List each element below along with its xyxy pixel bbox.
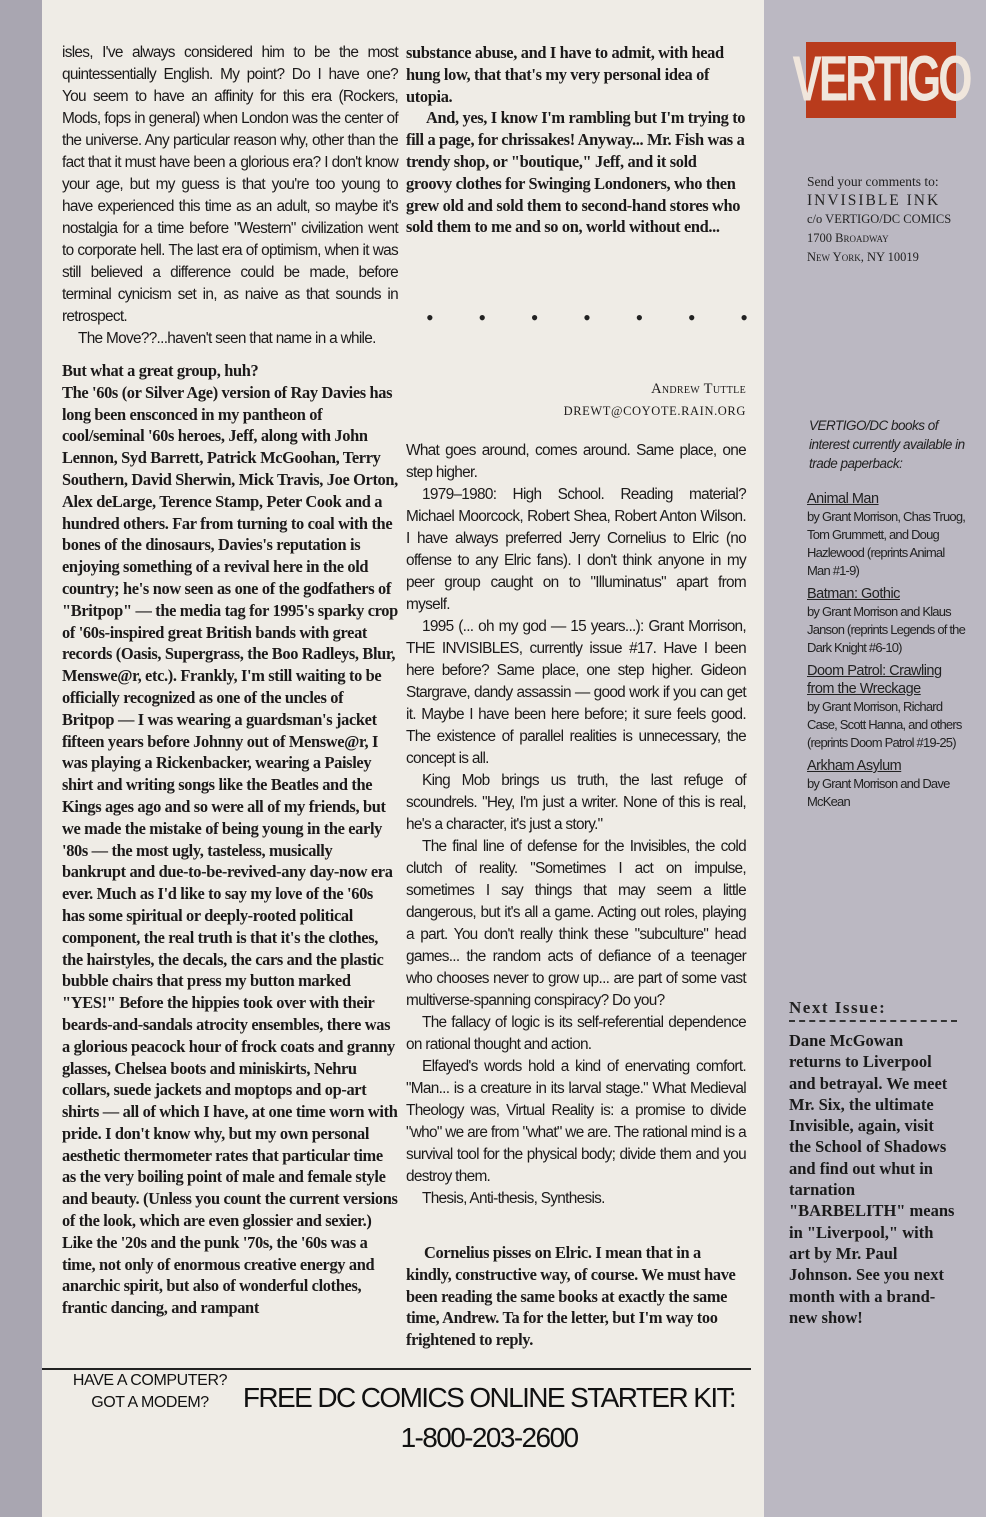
book-item — [807, 490, 967, 580]
logo-text: VERTIGO — [792, 43, 970, 115]
book-title: Doom Patrol: Crawling from the Wreckage — [807, 663, 942, 697]
divider-dot: • — [740, 305, 748, 330]
reply1-column — [62, 360, 398, 1319]
divider-dot: • — [687, 305, 696, 330]
book-item — [807, 585, 967, 657]
address-line: New York, NY 10019 — [807, 250, 919, 264]
signature-name: Andrew Tuttle — [651, 381, 746, 397]
ad-line1: HAVE A COMPUTER? — [72, 1372, 228, 1389]
book-credits: by Grant Morrison, Chas Truog, Tom Grummett, and Doug Hazlewood (reprints Animal Man #1-9) — [807, 509, 966, 578]
letter2-paragraph: Thesis, Anti-thesis, Synthesis. — [422, 1190, 605, 1207]
section-divider-dots — [426, 305, 748, 330]
book-credits: by Grant Morrison and Klaus Janson (reprints Legends of the Dark Knight #6-10) — [807, 604, 966, 655]
letter2-paragraph: 1979–1980: High School. Reading material? Michael Moorcock, Robert Shea, Robert Anton Wilson. I have always preferred Jerry Cornelius to Elric (no offense to any Elric fans). I don't think anyone in my peer group caught on to "Illuminatus" apart from myself. — [406, 486, 746, 613]
divider-dot: • — [478, 305, 487, 330]
book-credits: by Grant Morrison and Dave McKean — [807, 776, 950, 809]
address-line: c/o VERTIGO/DC COMICS — [807, 212, 952, 226]
book-item — [807, 662, 967, 752]
letter2-paragraph: The final line of defense for the Invisibles, the cold clutch of reality. "Sometimes I act on impulse, sometimes I say things that may seem a little dangerous, but it's all a game. Acting out roles, playing a part. You don't really think these "subculture" head games... the random acts of defiance of a teenager who chooses never to grow up... are part of some vast multiverse-spanning conspiracy? Do you? — [406, 838, 746, 1009]
divider-dot: • — [583, 305, 591, 330]
divider-dot: • — [426, 305, 434, 330]
signature-email: DREWT@COYOTE.RAIN.ORG — [563, 404, 746, 418]
mailing-address — [807, 172, 977, 267]
book-item — [807, 757, 967, 811]
ad-line2: GOT A MODEM? — [91, 1394, 209, 1411]
letter2-paragraph: What goes around, comes around. Same place, one step higher. — [406, 442, 746, 481]
ad-question — [60, 1370, 240, 1414]
reply2-body — [406, 1242, 746, 1351]
next-issue-heading: Next Issue: — [789, 998, 957, 1022]
letter2-paragraph: Elfayed's words hold a kind of enervating comfort. "Man... is a creature in its larval stage." What Medieval Theology was, Virtual Reality is: a promise to divide "who" we are from "what" we are. The rational mind is a survival tool for the physical body; divide them and you destroy them. — [406, 1058, 746, 1185]
address-intro: Send your comments to: — [807, 174, 939, 189]
trade-paperback-intro: VERTIGO/DC books of interest currently available in trade paperback: — [809, 418, 965, 471]
reply2-paragraph: Cornelius pisses on Elric. I mean that in a kindly, constructive way, of course. We must have been reading the same books at exactly the same time, Andrew. Ta for the letter, but I'm way too frightened to reply. — [406, 1243, 736, 1350]
letter2-body — [406, 440, 746, 1210]
divider-dot: • — [635, 305, 644, 330]
trade-paperback-list — [807, 490, 967, 816]
book-title: Animal Man — [807, 491, 879, 507]
book-credits: by Grant Morrison, Richard Case, Scott Hanna, and others (reprints Doom Patrol #19-25) — [807, 699, 962, 750]
letter2-signature — [406, 378, 746, 422]
reply1-paragraph: The '60s (or Silver Age) version of Ray Davies has long been ensconced in my pantheon of cool/seminal '60s heroes, Jeff, along with John Lennon, Syd Barrett, Patrick McGoohan, Terry Southern, David Sherwin, Mick Travis, Joe Orton, Alex deLarge, Terence Stamp, Peter Cook and a hundred others. Far from turning to coal with the bones of the dinosaurs, Davies's reputation is enjoying something of a revival here in the old country; he's now seen as one of the godfathers of "Britpop" — the media tag for 1995's sparky crop of '60s-inspired great British bands with great records (Oasis, Supergrass, the Boo Radleys, Blur, Menswe@r, etc.). Frankly, I'm still waiting to be officially recognized as one of the uncles of Britpop — I was wearing a guardsman's jacket fifteen years before Johnny out of Menswe@r, I was playing a Rickenbacker, wearing a Paisley shirt and writing songs like the Beatles and the Kings ages ago and so were all of my friends, but we made the mistake of being young in the early '80s — the most ugly, tasteless, musically bankrupt and due-to-be-revived-any day-now era ever. Much as I'd like to say my love of the '60s has some spiritual or deeply-rooted political component, the real truth is that it's the clothes, the hairstyles, the decals, the cars and the plastic bubble chairs that press my button marked "YES!" Before the hippies took over with their beards-and-sandals atrocity ensembles, there was a glorious peacock hour of frock coats and granny glasses, Chelsea boots and miniskirts, Nehru collars, suede jackets and moptops and op-art shirts — all of which I have, at one time worn with pride. I don't know why, but my own personal aesthetic thermometer rates that particular time as the very boiling point of male and female style and beauty. (Unless you count the current versions of the look, which are even glossier and sexier.) Like the '20s and the punk '70s, the '60s was a time, not only of enormous creative energy and anarchic spirit, but also of wonderful clothes, frantic dancing, and rampant — [62, 382, 398, 1318]
book-title: Arkham Asylum — [807, 758, 902, 774]
letter2-paragraph: 1995 (... oh my god — 15 years...): Grant Morrison, THE INVISIBLES, currently issue #17. Have I been here before? Same place, one step higher. Gideon Stargrave, dandy assassin — good work if you can get it. Maybe I have been here before; it sure feels good. The existence of parallel realities is unnecessary, the concept is all. — [406, 618, 746, 767]
vertigo-logo — [792, 42, 970, 118]
reply1-continuation — [406, 42, 746, 238]
reply1-paragraph: And, yes, I know I'm rambling but I'm trying to fill a page, for chrissakes! Anyway... Mr. Fish was a trendy shop, or "boutique," Jeff, and it sold groovy clothes for Swinging Londoners, who then grew old and sold them to second-hand stores who sold them to me and so on, world without end... — [406, 108, 746, 237]
letter1-paragraph: isles, I've always considered him to be the most quintessentially English. My point? Do I have one? You seem to have an affinity for this era (Rockers, Mods, fops in general) when London was the center of the universe. Any particular reason why, other than the fact that it must have been a glorious era? I don't know your age, but my guess is that you're too young to have experienced this time as an adult, so maybe it's nostalgia for a time before "Western" civilization went to corporate hell. The last era of optimism, when it was still believed a difference could be made, before terminal cynicism set in, as naive as that sounds in retrospect. — [62, 44, 398, 325]
reply1-paragraph: substance abuse, and I have to admit, with head hung low, that that's my very personal idea of utopia. — [406, 43, 724, 106]
letter2-paragraph: The fallacy of logic is its self-referential dependence on rational thought and action. — [406, 1014, 746, 1053]
next-issue-blurb: Dane McGowan returns to Liverpool and betrayal. We meet Mr. Six, the ultimate Invisible, again, visit the School of Shadows and find out whut in tarnation "BARBELITH" means in "Liverpool," with art by Mr. Paul Johnson. See you next month with a brand-new show! — [789, 1031, 955, 1327]
letter2-paragraph: King Mob brings us truth, the last refuge of scoundrels. "Hey, I'm just a writer. None of this is real, he's a character, it's just a story." — [406, 772, 746, 833]
ad-headline: FREE DC COMICS ONLINE STARTER KIT: 1-800-203-2600 — [242, 1382, 736, 1453]
reply1-paragraph: But what a great group, huh? — [62, 361, 259, 380]
column-title: INVISIBLE INK — [807, 192, 941, 209]
book-title: Batman: Gothic — [807, 586, 900, 602]
letter1-paragraph: The Move??...haven't seen that name in a while. — [78, 330, 376, 347]
address-line: 1700 Broadway — [807, 231, 889, 245]
online-kit-ad — [42, 1370, 751, 1453]
letter1-continuation — [62, 42, 398, 350]
divider-dot: • — [530, 305, 539, 330]
